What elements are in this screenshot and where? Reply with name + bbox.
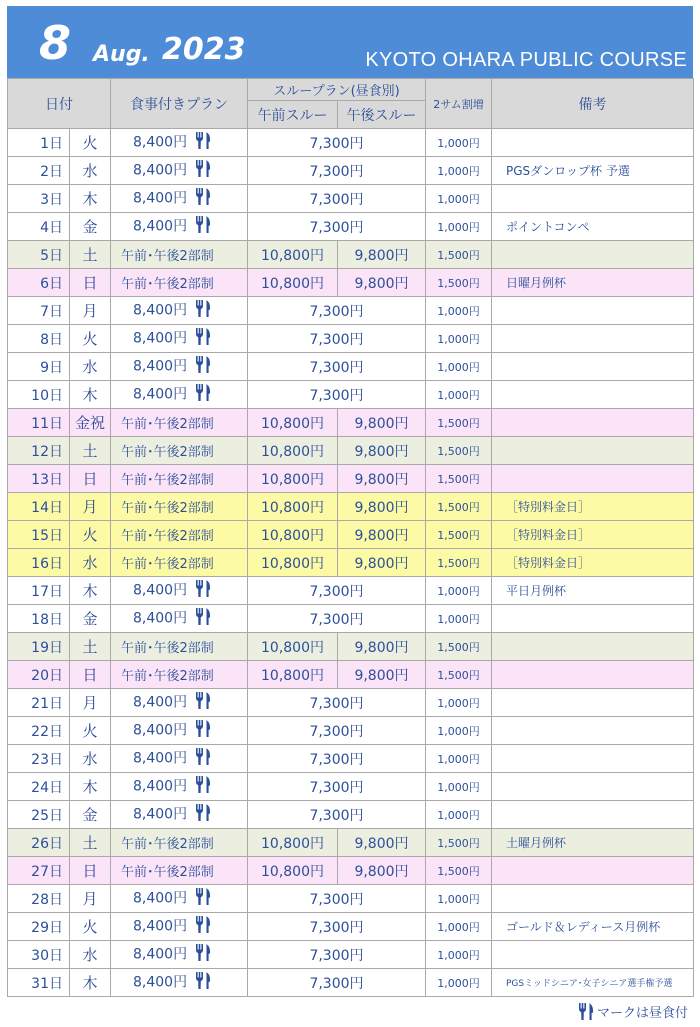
header-two-sum-surcharge: 2サム割増 bbox=[426, 79, 492, 129]
weekday-cell: 木 bbox=[70, 381, 111, 409]
through-price-cell: 7,300円 bbox=[248, 185, 426, 213]
am-through-price-cell: 10,800円 bbox=[248, 241, 338, 269]
day-cell: 20日 bbox=[8, 661, 70, 689]
table-row bbox=[8, 157, 694, 185]
two-sum-surcharge-cell: 1,500円 bbox=[426, 857, 492, 885]
notes-cell bbox=[492, 381, 694, 409]
meal-legend bbox=[578, 1002, 688, 1024]
two-sum-surcharge-cell: 1,000円 bbox=[426, 213, 492, 241]
meal-plan-cell bbox=[111, 381, 248, 409]
meal-plan-cell: 午前･午後2部制 bbox=[111, 633, 248, 661]
two-sum-surcharge-cell: 1,500円 bbox=[426, 409, 492, 437]
day-cell: 16日 bbox=[8, 549, 70, 577]
meal-price: 8,400円 bbox=[133, 358, 188, 375]
course-name: KYOTO OHARA PUBLIC COURSE bbox=[365, 49, 687, 71]
two-sum-surcharge-cell: 1,000円 bbox=[426, 353, 492, 381]
day-cell: 9日 bbox=[8, 353, 70, 381]
fork-knife-icon bbox=[195, 747, 211, 770]
pm-through-price-cell: 9,800円 bbox=[338, 269, 426, 297]
table-row bbox=[8, 633, 694, 661]
fork-knife-icon bbox=[195, 327, 211, 350]
table-row bbox=[8, 969, 694, 997]
notes-cell bbox=[492, 857, 694, 885]
notes-cell bbox=[492, 437, 694, 465]
am-through-price-cell: 10,800円 bbox=[248, 829, 338, 857]
notes-cell bbox=[492, 297, 694, 325]
two-sum-surcharge-cell: 1,000円 bbox=[426, 773, 492, 801]
weekday-cell: 金 bbox=[70, 801, 111, 829]
notes-cell bbox=[492, 885, 694, 913]
two-sum-surcharge-cell: 1,000円 bbox=[426, 689, 492, 717]
table-body bbox=[8, 129, 694, 997]
am-through-price-cell: 10,800円 bbox=[248, 549, 338, 577]
weekday-cell: 水 bbox=[70, 549, 111, 577]
meal-plan-cell: 午前･午後2部制 bbox=[111, 409, 248, 437]
fork-knife-icon bbox=[195, 719, 211, 742]
day-cell: 4日 bbox=[8, 213, 70, 241]
through-price-cell: 7,300円 bbox=[248, 577, 426, 605]
day-cell: 2日 bbox=[8, 157, 70, 185]
notes-cell: ゴールド＆レディース月例杯 bbox=[492, 913, 694, 941]
day-cell: 17日 bbox=[8, 577, 70, 605]
table-row bbox=[8, 829, 694, 857]
two-sum-surcharge-cell: 1,000円 bbox=[426, 717, 492, 745]
am-through-price-cell: 10,800円 bbox=[248, 521, 338, 549]
weekday-cell: 火 bbox=[70, 521, 111, 549]
fork-knife-icon bbox=[578, 1003, 594, 1024]
two-sum-surcharge-cell: 1,500円 bbox=[426, 465, 492, 493]
two-sum-surcharge-cell: 1,000円 bbox=[426, 157, 492, 185]
two-sum-surcharge-cell: 1,000円 bbox=[426, 913, 492, 941]
meal-plan-cell bbox=[111, 157, 248, 185]
weekday-cell: 火 bbox=[70, 129, 111, 157]
table-row bbox=[8, 941, 694, 969]
pm-through-price-cell: 9,800円 bbox=[338, 857, 426, 885]
notes-cell bbox=[492, 185, 694, 213]
fork-knife-icon bbox=[195, 803, 211, 826]
weekday-cell: 水 bbox=[70, 157, 111, 185]
am-through-price-cell: 10,800円 bbox=[248, 493, 338, 521]
through-price-cell: 7,300円 bbox=[248, 801, 426, 829]
through-price-cell: 7,300円 bbox=[248, 773, 426, 801]
day-cell: 25日 bbox=[8, 801, 70, 829]
fee-table bbox=[7, 78, 694, 997]
meal-plan-cell: 午前･午後2部制 bbox=[111, 269, 248, 297]
weekday-cell: 土 bbox=[70, 241, 111, 269]
day-cell: 10日 bbox=[8, 381, 70, 409]
notes-cell: 平日月例杯 bbox=[492, 577, 694, 605]
two-sum-surcharge-cell: 1,000円 bbox=[426, 129, 492, 157]
meal-plan-cell: 午前･午後2部制 bbox=[111, 493, 248, 521]
am-through-price-cell: 10,800円 bbox=[248, 857, 338, 885]
notes-cell bbox=[492, 661, 694, 689]
notes-cell bbox=[492, 241, 694, 269]
table-row bbox=[8, 549, 694, 577]
table-row bbox=[8, 661, 694, 689]
meal-price: 8,400円 bbox=[133, 386, 188, 403]
day-cell: 28日 bbox=[8, 885, 70, 913]
two-sum-surcharge-cell: 1,000円 bbox=[426, 605, 492, 633]
two-sum-surcharge-cell: 1,000円 bbox=[426, 885, 492, 913]
notes-cell: 日曜月例杯 bbox=[492, 269, 694, 297]
table-row bbox=[8, 885, 694, 913]
meal-plan-cell bbox=[111, 325, 248, 353]
am-through-price-cell: 10,800円 bbox=[248, 633, 338, 661]
weekday-cell: 火 bbox=[70, 913, 111, 941]
day-cell: 29日 bbox=[8, 913, 70, 941]
through-price-cell: 7,300円 bbox=[248, 353, 426, 381]
through-price-cell: 7,300円 bbox=[248, 941, 426, 969]
weekday-cell: 木 bbox=[70, 577, 111, 605]
day-cell: 13日 bbox=[8, 465, 70, 493]
day-cell: 23日 bbox=[8, 745, 70, 773]
meal-plan-cell bbox=[111, 353, 248, 381]
meal-price: 8,400円 bbox=[133, 302, 188, 319]
table-row bbox=[8, 129, 694, 157]
weekday-cell: 水 bbox=[70, 353, 111, 381]
weekday-cell: 金 bbox=[70, 605, 111, 633]
through-price-cell: 7,300円 bbox=[248, 129, 426, 157]
fork-knife-icon bbox=[195, 187, 211, 210]
through-price-cell: 7,300円 bbox=[248, 745, 426, 773]
header-month-number: 8 bbox=[39, 16, 72, 70]
fork-knife-icon bbox=[195, 579, 211, 602]
notes-cell bbox=[492, 801, 694, 829]
weekday-cell: 木 bbox=[70, 185, 111, 213]
notes-cell bbox=[492, 353, 694, 381]
meal-plan-cell: 午前･午後2部制 bbox=[111, 241, 248, 269]
two-sum-surcharge-cell: 1,000円 bbox=[426, 941, 492, 969]
pm-through-price-cell: 9,800円 bbox=[338, 521, 426, 549]
two-sum-surcharge-cell: 1,500円 bbox=[426, 269, 492, 297]
meal-plan-cell: 午前･午後2部制 bbox=[111, 465, 248, 493]
through-price-cell: 7,300円 bbox=[248, 913, 426, 941]
weekday-cell: 日 bbox=[70, 269, 111, 297]
table-row bbox=[8, 913, 694, 941]
day-cell: 12日 bbox=[8, 437, 70, 465]
two-sum-surcharge-cell: 1,500円 bbox=[426, 241, 492, 269]
day-cell: 19日 bbox=[8, 633, 70, 661]
meal-plan-cell bbox=[111, 745, 248, 773]
meal-price: 8,400円 bbox=[133, 162, 188, 179]
meal-price: 8,400円 bbox=[133, 918, 188, 935]
through-price-cell: 7,300円 bbox=[248, 885, 426, 913]
meal-plan-cell bbox=[111, 941, 248, 969]
weekday-cell: 金 bbox=[70, 213, 111, 241]
day-cell: 5日 bbox=[8, 241, 70, 269]
fork-knife-icon bbox=[195, 159, 211, 182]
through-price-cell: 7,300円 bbox=[248, 717, 426, 745]
header-pm-through: 午後スルー bbox=[338, 101, 426, 129]
weekday-cell: 日 bbox=[70, 465, 111, 493]
day-cell: 7日 bbox=[8, 297, 70, 325]
pm-through-price-cell: 9,800円 bbox=[338, 241, 426, 269]
meal-plan-cell bbox=[111, 213, 248, 241]
notes-cell bbox=[492, 633, 694, 661]
meal-price: 8,400円 bbox=[133, 806, 188, 823]
through-price-cell: 7,300円 bbox=[248, 325, 426, 353]
fork-knife-icon bbox=[195, 943, 211, 966]
pm-through-price-cell: 9,800円 bbox=[338, 829, 426, 857]
weekday-cell: 木 bbox=[70, 773, 111, 801]
weekday-cell: 水 bbox=[70, 745, 111, 773]
weekday-cell: 月 bbox=[70, 689, 111, 717]
meal-price: 8,400円 bbox=[133, 610, 188, 627]
meal-plan-cell: 午前･午後2部制 bbox=[111, 857, 248, 885]
two-sum-surcharge-cell: 1,500円 bbox=[426, 633, 492, 661]
table-row bbox=[8, 465, 694, 493]
weekday-cell: 日 bbox=[70, 857, 111, 885]
header-date: 日付 bbox=[8, 79, 111, 129]
weekday-cell: 土 bbox=[70, 633, 111, 661]
meal-plan-cell bbox=[111, 689, 248, 717]
meal-price: 8,400円 bbox=[133, 890, 188, 907]
notes-cell bbox=[492, 409, 694, 437]
day-cell: 22日 bbox=[8, 717, 70, 745]
meal-legend-text: マークは昼食付 bbox=[596, 1006, 688, 1021]
weekday-cell: 土 bbox=[70, 829, 111, 857]
meal-plan-cell bbox=[111, 185, 248, 213]
table-row bbox=[8, 409, 694, 437]
table-row bbox=[8, 605, 694, 633]
through-price-cell: 7,300円 bbox=[248, 213, 426, 241]
two-sum-surcharge-cell: 1,000円 bbox=[426, 801, 492, 829]
meal-plan-cell bbox=[111, 717, 248, 745]
day-cell: 24日 bbox=[8, 773, 70, 801]
day-cell: 31日 bbox=[8, 969, 70, 997]
meal-price: 8,400円 bbox=[133, 582, 188, 599]
fork-knife-icon bbox=[195, 775, 211, 798]
two-sum-surcharge-cell: 1,000円 bbox=[426, 969, 492, 997]
meal-price: 8,400円 bbox=[133, 946, 188, 963]
notes-cell bbox=[492, 129, 694, 157]
meal-price: 8,400円 bbox=[133, 330, 188, 347]
meal-plan-cell: 午前･午後2部制 bbox=[111, 661, 248, 689]
notes-cell bbox=[492, 689, 694, 717]
header-meal-plan: 食事付きプラン bbox=[111, 79, 248, 129]
meal-price: 8,400円 bbox=[133, 750, 188, 767]
fork-knife-icon bbox=[195, 215, 211, 238]
notes-cell bbox=[492, 773, 694, 801]
two-sum-surcharge-cell: 1,000円 bbox=[426, 297, 492, 325]
pm-through-price-cell: 9,800円 bbox=[338, 409, 426, 437]
through-price-cell: 7,300円 bbox=[248, 297, 426, 325]
table-row bbox=[8, 493, 694, 521]
meal-plan-cell bbox=[111, 913, 248, 941]
notes-cell: ポイントコンペ bbox=[492, 213, 694, 241]
fork-knife-icon bbox=[195, 691, 211, 714]
meal-price: 8,400円 bbox=[133, 694, 188, 711]
meal-price: 8,400円 bbox=[133, 722, 188, 739]
two-sum-surcharge-cell: 1,000円 bbox=[426, 381, 492, 409]
notes-cell: PGSミッドシニア･女子シニア選手権予選 bbox=[492, 969, 694, 997]
two-sum-surcharge-cell: 1,000円 bbox=[426, 185, 492, 213]
fork-knife-icon bbox=[195, 299, 211, 322]
two-sum-surcharge-cell: 1,500円 bbox=[426, 661, 492, 689]
weekday-cell: 水 bbox=[70, 941, 111, 969]
notes-cell: 土曜月例杯 bbox=[492, 829, 694, 857]
am-through-price-cell: 10,800円 bbox=[248, 465, 338, 493]
day-cell: 14日 bbox=[8, 493, 70, 521]
table-row bbox=[8, 745, 694, 773]
meal-plan-cell bbox=[111, 773, 248, 801]
table-row bbox=[8, 689, 694, 717]
table-row bbox=[8, 717, 694, 745]
meal-plan-cell bbox=[111, 129, 248, 157]
day-cell: 21日 bbox=[8, 689, 70, 717]
pm-through-price-cell: 9,800円 bbox=[338, 437, 426, 465]
meal-plan-cell: 午前･午後2部制 bbox=[111, 521, 248, 549]
day-cell: 8日 bbox=[8, 325, 70, 353]
am-through-price-cell: 10,800円 bbox=[248, 661, 338, 689]
through-price-cell: 7,300円 bbox=[248, 689, 426, 717]
header-am-through: 午前スルー bbox=[248, 101, 338, 129]
through-price-cell: 7,300円 bbox=[248, 969, 426, 997]
notes-cell: PGSダンロップ杯 予選 bbox=[492, 157, 694, 185]
meal-price: 8,400円 bbox=[133, 778, 188, 795]
meal-price: 8,400円 bbox=[133, 974, 188, 991]
table-row bbox=[8, 269, 694, 297]
table-row bbox=[8, 381, 694, 409]
notes-cell bbox=[492, 465, 694, 493]
table-row bbox=[8, 241, 694, 269]
two-sum-surcharge-cell: 1,500円 bbox=[426, 521, 492, 549]
meal-price: 8,400円 bbox=[133, 218, 188, 235]
am-through-price-cell: 10,800円 bbox=[248, 437, 338, 465]
table-row bbox=[8, 773, 694, 801]
notes-cell bbox=[492, 605, 694, 633]
two-sum-surcharge-cell: 1,500円 bbox=[426, 493, 492, 521]
meal-plan-cell bbox=[111, 605, 248, 633]
weekday-cell: 木 bbox=[70, 969, 111, 997]
day-cell: 11日 bbox=[8, 409, 70, 437]
fork-knife-icon bbox=[195, 355, 211, 378]
two-sum-surcharge-cell: 1,500円 bbox=[426, 829, 492, 857]
two-sum-surcharge-cell: 1,500円 bbox=[426, 437, 492, 465]
weekday-cell: 月 bbox=[70, 493, 111, 521]
table-row bbox=[8, 577, 694, 605]
table-row bbox=[8, 521, 694, 549]
weekday-cell: 土 bbox=[70, 437, 111, 465]
meal-plan-cell: 午前･午後2部制 bbox=[111, 437, 248, 465]
day-cell: 30日 bbox=[8, 941, 70, 969]
weekday-cell: 月 bbox=[70, 885, 111, 913]
header-notes: 備考 bbox=[492, 79, 694, 129]
fork-knife-icon bbox=[195, 383, 211, 406]
notes-cell: ［特別料金日］ bbox=[492, 493, 694, 521]
through-price-cell: 7,300円 bbox=[248, 381, 426, 409]
am-through-price-cell: 10,800円 bbox=[248, 409, 338, 437]
table-row bbox=[8, 353, 694, 381]
pm-through-price-cell: 9,800円 bbox=[338, 661, 426, 689]
table-row bbox=[8, 801, 694, 829]
meal-plan-cell: 午前･午後2部制 bbox=[111, 829, 248, 857]
meal-plan-cell: 午前･午後2部制 bbox=[111, 549, 248, 577]
two-sum-surcharge-cell: 1,000円 bbox=[426, 325, 492, 353]
pm-through-price-cell: 9,800円 bbox=[338, 465, 426, 493]
table-row bbox=[8, 297, 694, 325]
header-through-plan: スループラン(昼食別) bbox=[248, 79, 426, 101]
through-price-cell: 7,300円 bbox=[248, 605, 426, 633]
two-sum-surcharge-cell: 1,000円 bbox=[426, 577, 492, 605]
day-cell: 6日 bbox=[8, 269, 70, 297]
notes-cell: ［特別料金日］ bbox=[492, 521, 694, 549]
pm-through-price-cell: 9,800円 bbox=[338, 549, 426, 577]
weekday-cell: 金祝 bbox=[70, 409, 111, 437]
table-row bbox=[8, 325, 694, 353]
weekday-cell: 日 bbox=[70, 661, 111, 689]
meal-price: 8,400円 bbox=[133, 190, 188, 207]
fork-knife-icon bbox=[195, 915, 211, 938]
fork-knife-icon bbox=[195, 131, 211, 154]
weekday-cell: 月 bbox=[70, 297, 111, 325]
weekday-cell: 火 bbox=[70, 717, 111, 745]
day-cell: 1日 bbox=[8, 129, 70, 157]
pm-through-price-cell: 9,800円 bbox=[338, 493, 426, 521]
table-row bbox=[8, 213, 694, 241]
table-header bbox=[8, 79, 694, 129]
am-through-price-cell: 10,800円 bbox=[248, 269, 338, 297]
meal-plan-cell bbox=[111, 297, 248, 325]
two-sum-surcharge-cell: 1,000円 bbox=[426, 745, 492, 773]
day-cell: 18日 bbox=[8, 605, 70, 633]
calendar-header bbox=[7, 6, 693, 78]
header-month-name: Aug. bbox=[93, 42, 150, 67]
meal-plan-cell bbox=[111, 885, 248, 913]
day-cell: 15日 bbox=[8, 521, 70, 549]
day-cell: 26日 bbox=[8, 829, 70, 857]
notes-cell: ［特別料金日］ bbox=[492, 549, 694, 577]
notes-cell bbox=[492, 745, 694, 773]
pm-through-price-cell: 9,800円 bbox=[338, 633, 426, 661]
fork-knife-icon bbox=[195, 971, 211, 994]
fork-knife-icon bbox=[195, 887, 211, 910]
day-cell: 3日 bbox=[8, 185, 70, 213]
weekday-cell: 火 bbox=[70, 325, 111, 353]
table-row bbox=[8, 185, 694, 213]
meal-plan-cell bbox=[111, 801, 248, 829]
meal-price: 8,400円 bbox=[133, 134, 188, 151]
day-cell: 27日 bbox=[8, 857, 70, 885]
meal-plan-cell bbox=[111, 577, 248, 605]
table-row bbox=[8, 857, 694, 885]
notes-cell bbox=[492, 325, 694, 353]
fork-knife-icon bbox=[195, 607, 211, 630]
header-year: 2023 bbox=[162, 32, 246, 67]
through-price-cell: 7,300円 bbox=[248, 157, 426, 185]
meal-plan-cell bbox=[111, 969, 248, 997]
table-row bbox=[8, 437, 694, 465]
notes-cell bbox=[492, 941, 694, 969]
two-sum-surcharge-cell: 1,500円 bbox=[426, 549, 492, 577]
notes-cell bbox=[492, 717, 694, 745]
